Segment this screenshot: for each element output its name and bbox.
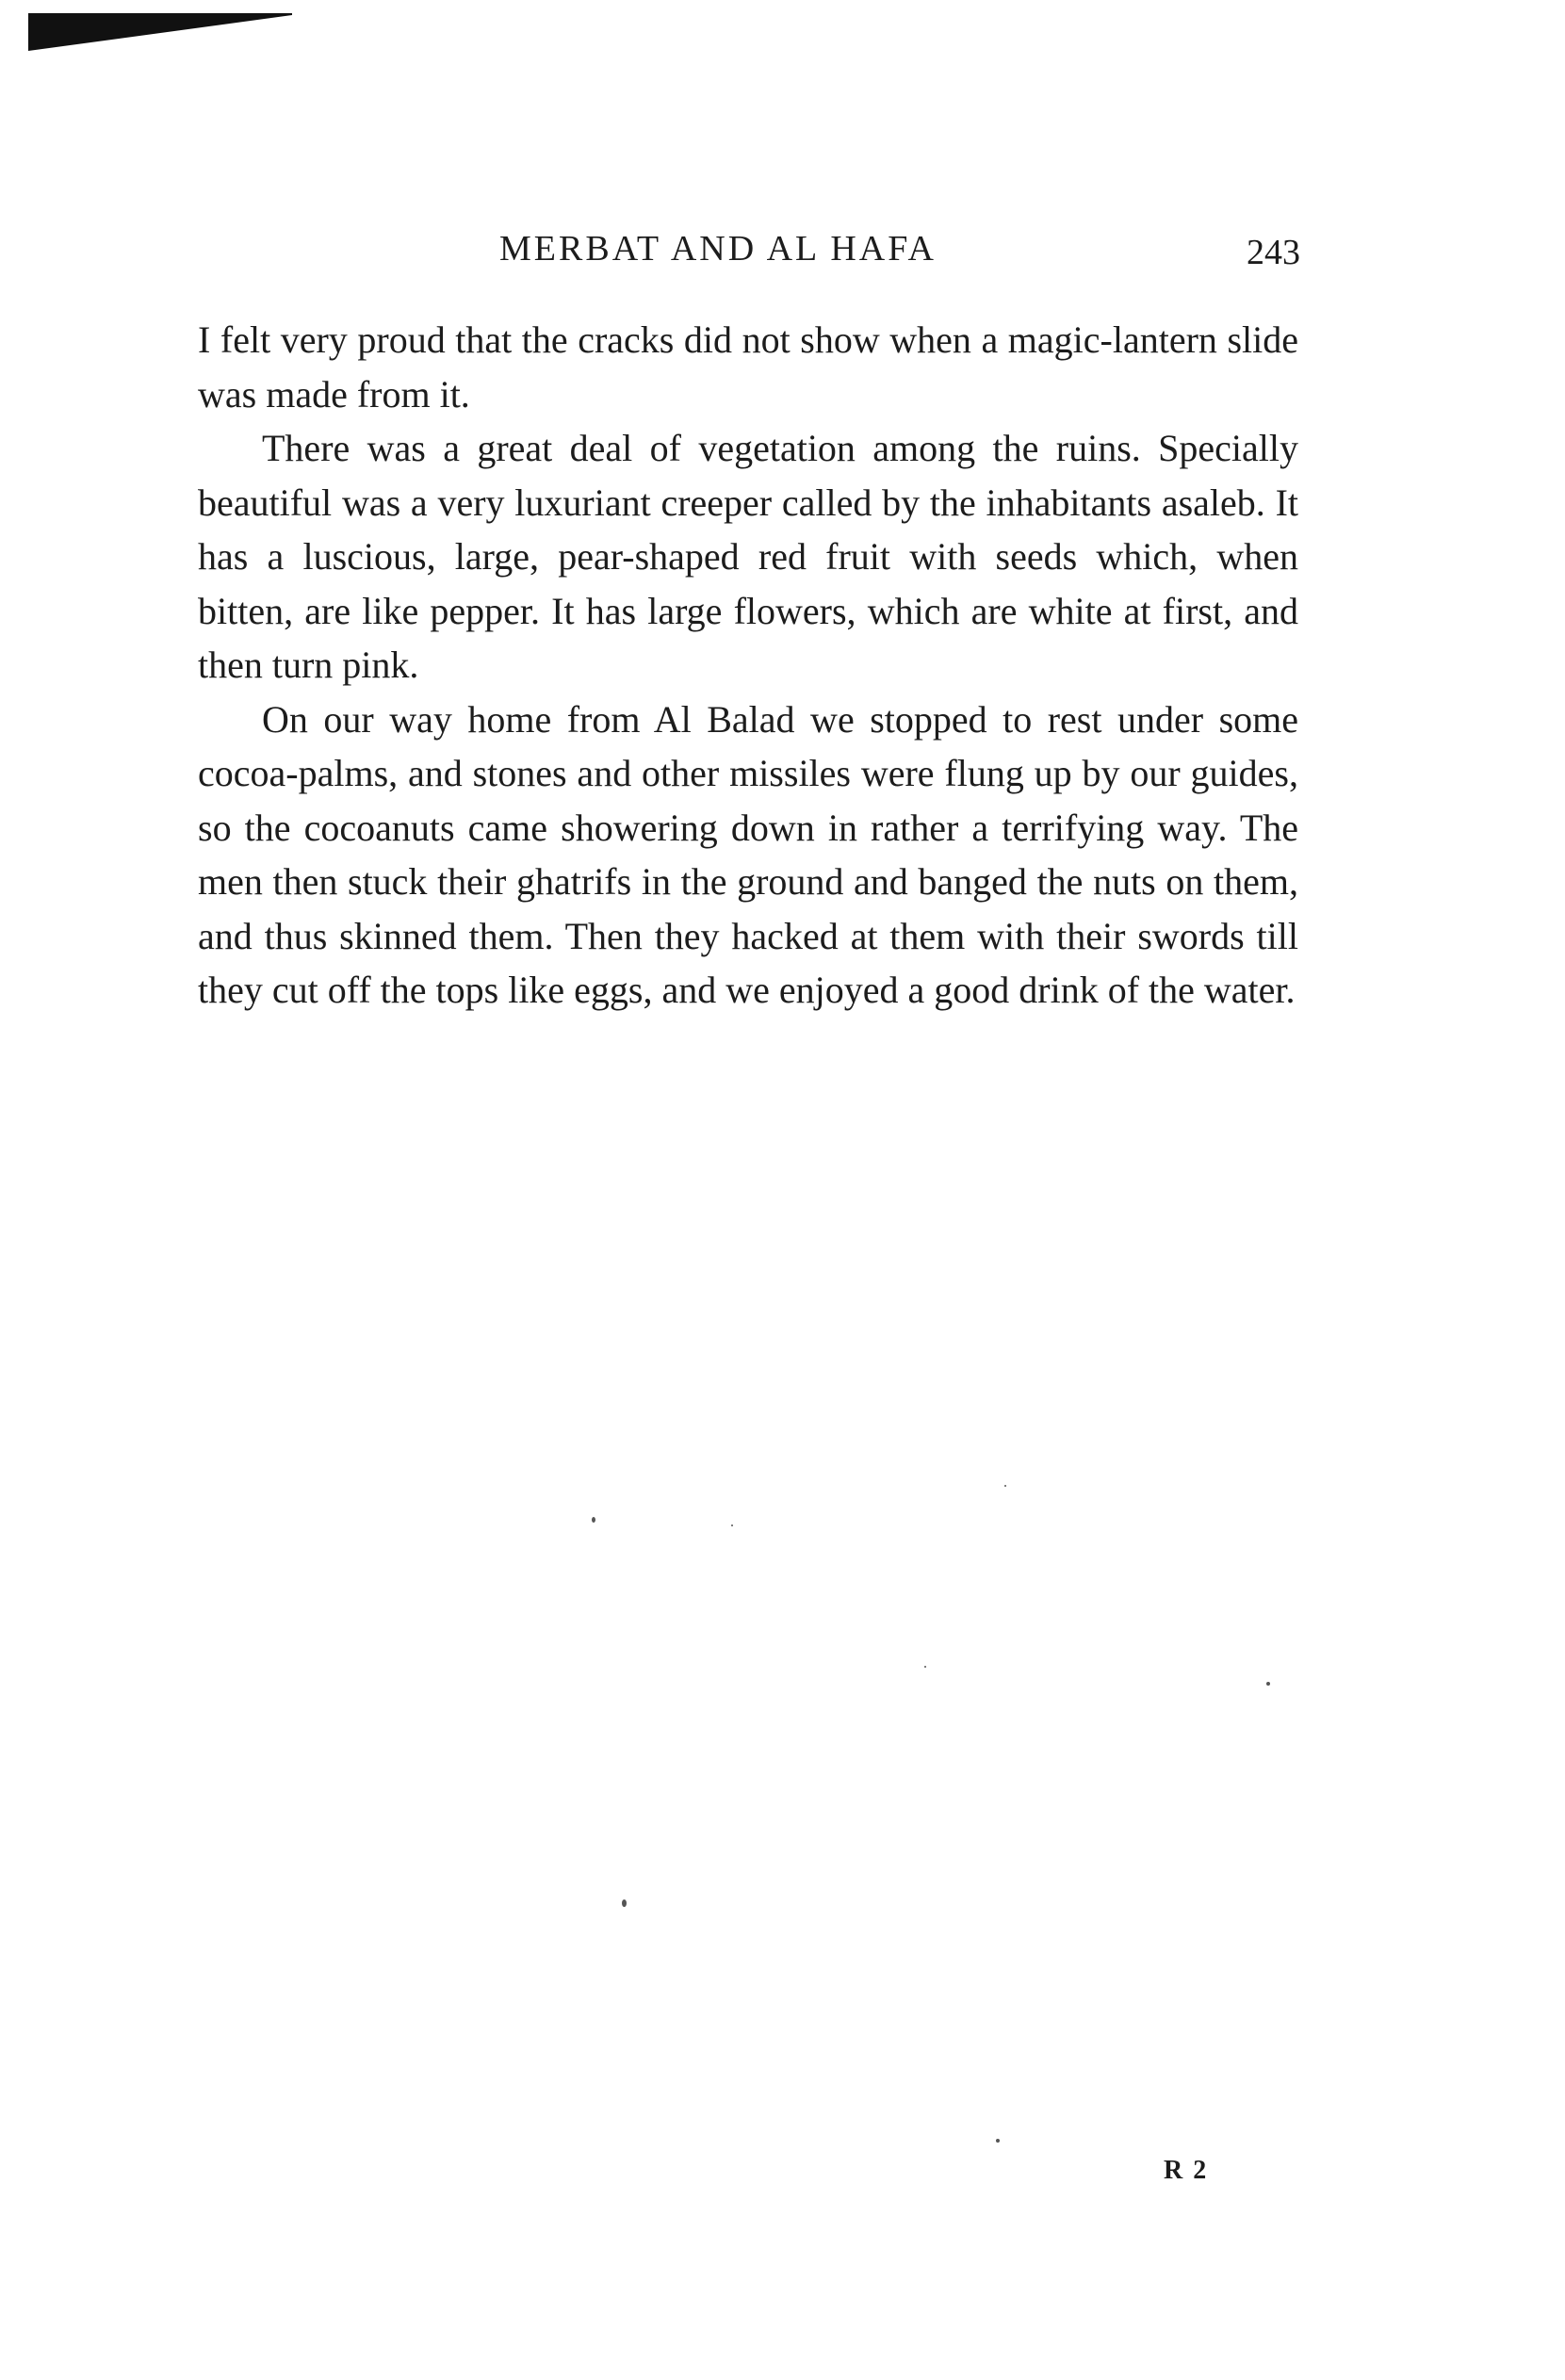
scan-edge-mark: [28, 13, 292, 51]
dust-speck: [1004, 1485, 1006, 1487]
body-text: [198, 313, 1298, 1018]
dust-speck: [996, 2139, 1000, 2143]
running-title: MERBAT AND AL HAFA: [499, 229, 937, 269]
dust-speck: [592, 1517, 595, 1523]
dust-speck: [731, 1524, 733, 1526]
paragraph-continuation: I felt very proud that the cracks did not show when a magic-lantern slide was made from it.: [198, 318, 1298, 416]
dust-speck: [1266, 1682, 1270, 1686]
page-number: 243: [1247, 233, 1300, 272]
paragraph-vegetation: There was a great deal of vegetation among the ruins. Specially beautiful was a very luxuriant creeper called by the inhabitants asaleb. It has a luscious, large, pear-shaped red fruit with seeds which, when bitten, are like pepper. It has large flowers, which are white at first, and then turn pink.: [198, 427, 1298, 686]
running-head: [198, 228, 1300, 275]
signature-mark: R 2: [1164, 2156, 1209, 2185]
dust-speck: [622, 1899, 627, 1907]
dust-speck: [924, 1666, 926, 1668]
paragraph-cocoa-palms: On our way home from Al Balad we stopped to rest under some cocoa-palms, and stones and other missiles were flung up by our guides, so the cocoanuts came showering down in rather a terrifying way. The men then stuck their ghatrifs in the ground and banged the nuts on them, and thus skinned them. Then they hacked at them with their swords till they cut off the tops like eggs, and we enjoyed a good drink of the water.: [198, 697, 1298, 1011]
